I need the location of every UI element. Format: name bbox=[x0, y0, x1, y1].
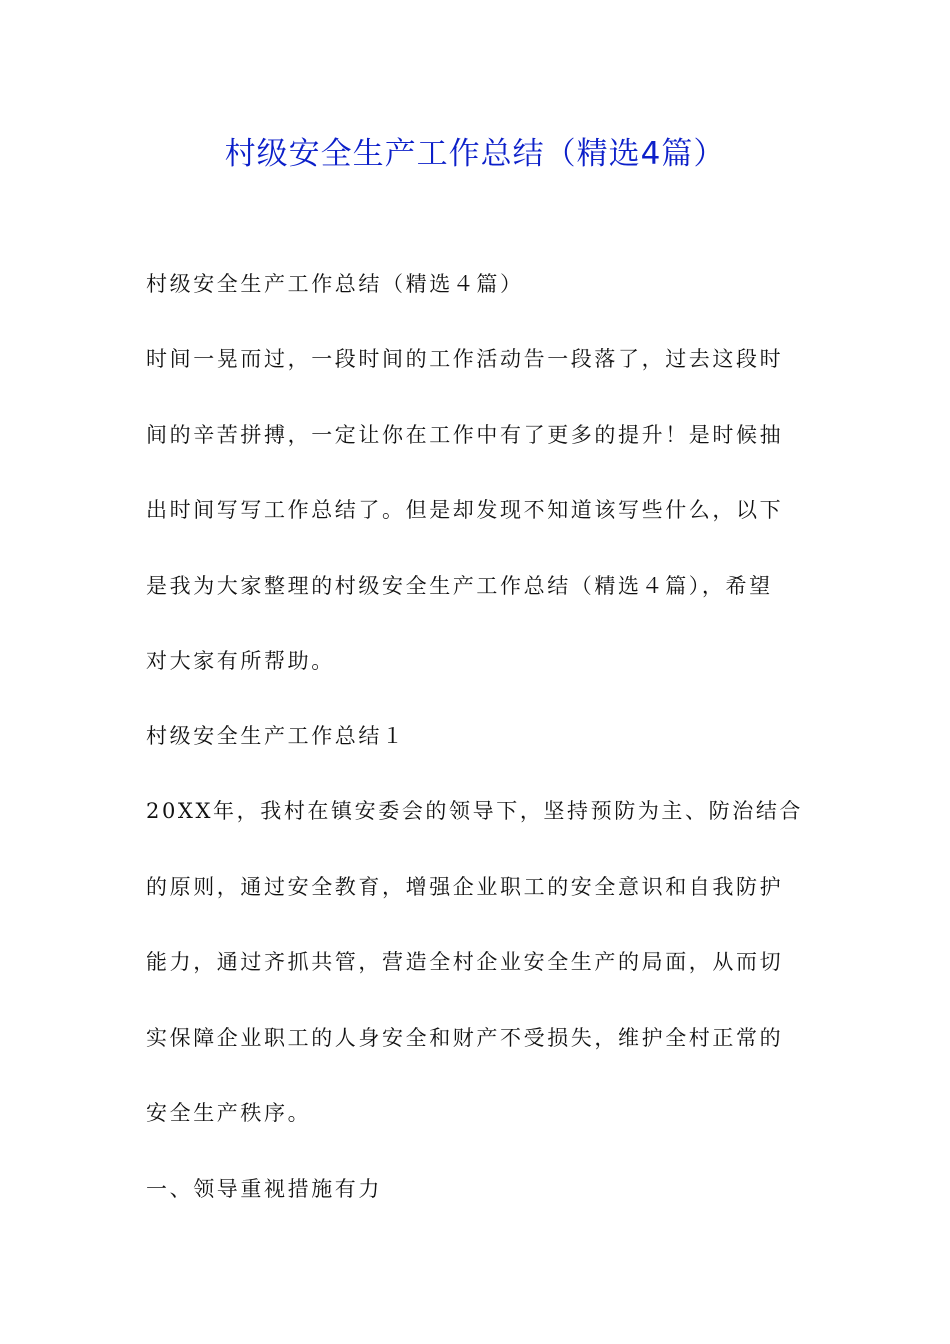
document-title: 村级安全生产工作总结（精选4篇） bbox=[224, 136, 726, 172]
section-1-heading: 一、领导重视措施有力 bbox=[146, 1177, 382, 1201]
paragraph-line: 安全生产秩序。 bbox=[146, 1101, 312, 1125]
intro-line: 对大家有所帮助。 bbox=[146, 649, 335, 673]
paragraph-line: 能力，通过齐抓共管，营造全村企业安全生产的局面，从而切 bbox=[146, 950, 784, 974]
intro-paragraph bbox=[146, 322, 806, 700]
paragraph-line: 实保障企业职工的人身安全和财产不受损失，维护全村正常的 bbox=[146, 1025, 784, 1050]
subheading-1: 村级安全生产工作总结１ bbox=[146, 724, 406, 748]
intro-line: 是我为大家整理的村级安全生产工作总结（精选４篇），希望 bbox=[146, 573, 773, 598]
intro-line: 间的辛苦拼搏，一定让你在工作中有了更多的提升！是时候抽 bbox=[146, 422, 784, 447]
intro-line: 出时间写写工作总结了。但是却发现不知道该写些什么，以下 bbox=[146, 498, 784, 522]
paragraph-line: 的原则，通过安全教育，增强企业职工的安全意识和自我防护 bbox=[146, 874, 784, 899]
article-heading: 村级安全生产工作总结（精选４篇） bbox=[146, 272, 524, 296]
intro-line: 时间一晃而过，一段时间的工作活动告一段落了，过去这段时 bbox=[146, 347, 784, 371]
paragraph-1 bbox=[146, 774, 806, 1152]
paragraph-line: 20XX年，我村在镇安委会的领导下，坚持预防为主、防治结合 bbox=[146, 799, 804, 823]
